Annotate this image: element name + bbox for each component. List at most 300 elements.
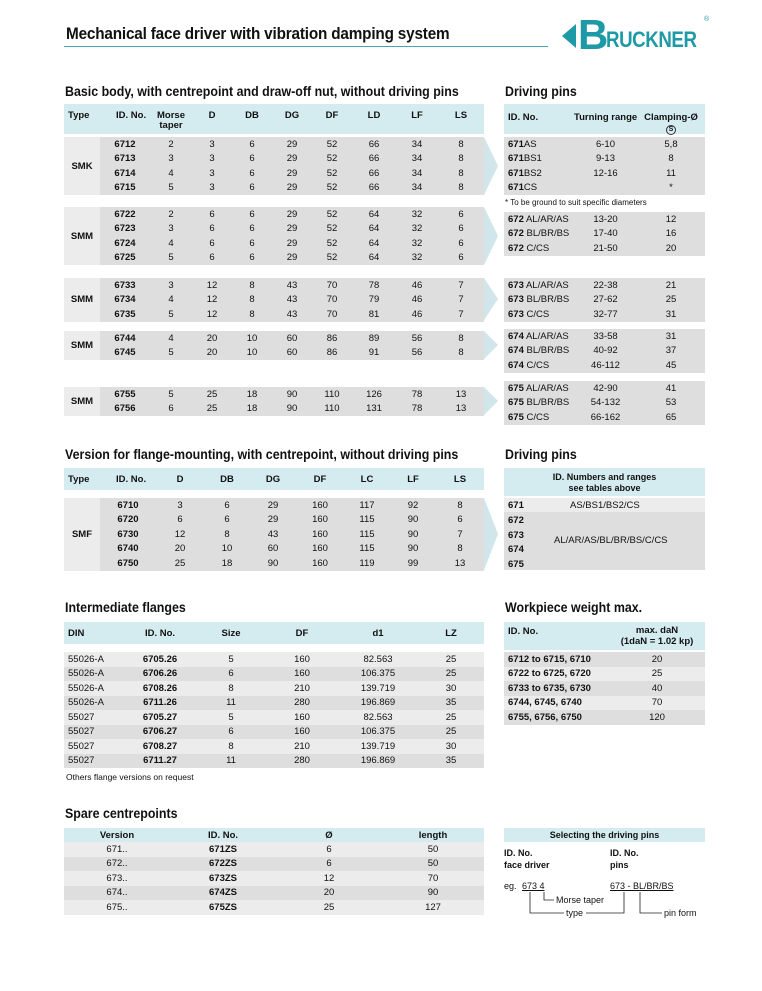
- table-cell: 6: [228, 726, 234, 738]
- table-cell: 6: [458, 252, 464, 264]
- table-cell: 6711.27: [143, 755, 177, 767]
- pin-id: 673: [508, 529, 524, 541]
- intermediate-flanges-heading: Intermediate flanges: [65, 600, 186, 615]
- table-row: [100, 387, 484, 402]
- pin-id-cell: [504, 410, 574, 425]
- clamping-dia: 16: [665, 228, 677, 240]
- col1-label: ID. No.: [504, 848, 533, 858]
- workpiece-weight-table: [504, 622, 705, 725]
- type-label: SMM: [70, 294, 94, 306]
- table-cell: 56: [411, 332, 423, 344]
- group-table: [100, 331, 484, 360]
- table-cell: 6711.26: [143, 697, 177, 709]
- driving-pins-heading: Driving pins: [505, 84, 577, 99]
- table-cell: 52: [326, 153, 338, 165]
- col-header: [637, 104, 705, 135]
- col-header: Version: [99, 829, 135, 841]
- table-cell: 126: [366, 388, 382, 400]
- table-cell: 35: [445, 697, 457, 709]
- col1-sublabel: face driver: [504, 860, 550, 870]
- table-row: [504, 381, 705, 396]
- clamping-dia: 25: [665, 294, 677, 306]
- table-cell: 6725: [114, 252, 136, 264]
- pin-id: 671: [508, 167, 524, 179]
- page-title: Mechanical face driver with vibration damping system: [66, 24, 450, 43]
- clamping-dia: 11: [666, 167, 676, 179]
- table-row: [100, 402, 484, 417]
- table-cell: 10: [221, 543, 233, 555]
- selecting-pins-diagram: [504, 846, 705, 926]
- table-cell: 50: [427, 858, 439, 870]
- table-cell: 160: [312, 543, 328, 555]
- table-cell: 115: [359, 543, 375, 555]
- table-row: [504, 137, 705, 152]
- table-cell: 6: [249, 167, 255, 179]
- pin-id: 672: [508, 213, 524, 225]
- table-cell: 56: [411, 347, 423, 359]
- flange-heading: Version for flange-mounting, with centrepoint, without driving pins: [65, 447, 459, 462]
- col-header: DF: [325, 110, 339, 121]
- table-row: [64, 886, 484, 901]
- table-row: [100, 498, 484, 513]
- table-row: [504, 166, 705, 181]
- table-cell: 20: [206, 347, 218, 359]
- table-cell: 12: [174, 528, 186, 540]
- table-cell: 6: [457, 514, 463, 526]
- table-cell: 12: [206, 308, 218, 320]
- pin-variant: BS2: [523, 167, 542, 179]
- clamping-dia: 37: [665, 345, 677, 357]
- pin-variant: C/CS: [523, 359, 550, 371]
- type-label: type: [566, 908, 584, 918]
- table-row: [64, 842, 484, 857]
- table-cell: 6: [209, 237, 215, 249]
- col2-label: ID. No.: [610, 848, 639, 858]
- turning-range: 13-20: [593, 213, 618, 225]
- table-cell: 11: [226, 697, 236, 709]
- table-cell: 52: [326, 167, 338, 179]
- intermediate-flanges-table: [64, 622, 484, 768]
- table-cell: 55027: [68, 755, 95, 767]
- clamping-label: Clamping-Ø: [644, 112, 698, 123]
- table-cell: 6: [209, 208, 215, 220]
- col-header: LF: [407, 473, 419, 485]
- table-cell: 280: [294, 755, 310, 767]
- table-cell: 6: [168, 403, 174, 415]
- table-cell: 82.563: [363, 711, 393, 723]
- table-cell: 196.869: [360, 755, 396, 767]
- table-cell: 6: [177, 514, 183, 526]
- table-cell: 196.869: [360, 697, 396, 709]
- table-cell: 86: [326, 347, 338, 359]
- table-cell: 12: [323, 872, 335, 884]
- table-cell: 70: [326, 279, 338, 291]
- pin-variant: C/CS: [523, 308, 550, 320]
- table-row: [100, 251, 484, 266]
- table-cell: 4: [168, 167, 174, 179]
- table-cell: 6720: [117, 514, 139, 526]
- table-cell: 90: [267, 557, 279, 569]
- table-cell: 6: [249, 208, 255, 220]
- logo-text: RUCKNER: [606, 27, 697, 52]
- pin-range-all: AL/AR/AS/BL/BR/BS/C/CS: [554, 535, 668, 546]
- table-row: [100, 556, 484, 571]
- pin-id-cell: [504, 152, 574, 167]
- table-cell: 6: [224, 499, 230, 511]
- table-row: [64, 667, 484, 682]
- table-cell: 12: [206, 279, 218, 291]
- table-cell: 673..: [106, 872, 128, 884]
- type-cell: [64, 207, 100, 265]
- clamping-dia: 21: [665, 279, 677, 291]
- table-cell: 8: [249, 308, 255, 320]
- table-cell: 13: [455, 388, 467, 400]
- table-cell: 6744: [114, 332, 136, 344]
- pin-id-cell: [504, 241, 574, 256]
- pin-variant: BL/BR/BS: [523, 228, 570, 240]
- pin-variant: BL/BR/BS: [523, 397, 570, 409]
- basic-body-header-row: [64, 104, 484, 134]
- table-cell: 70: [427, 872, 439, 884]
- table-row: [504, 652, 705, 667]
- col-header: Turning range: [574, 112, 637, 123]
- table-row: [504, 696, 705, 711]
- col-header: DF: [313, 473, 327, 485]
- table-cell: 160: [294, 711, 310, 723]
- pin-id: 674: [508, 330, 524, 342]
- flange-note: Others flange versions on request: [66, 772, 194, 782]
- max-weight: 20: [651, 653, 663, 665]
- pin-variant: C/CS: [523, 242, 550, 254]
- table-cell: 6708.26: [142, 682, 178, 694]
- pin-id: 672: [508, 242, 524, 254]
- id-range: 6722 to 6725, 6720: [508, 668, 591, 680]
- table-row: [504, 358, 705, 373]
- dan-conversion: (1daN = 1.02 kp): [620, 636, 694, 647]
- morse-taper-label: Morse taper: [556, 895, 605, 905]
- table-cell: 3: [177, 499, 183, 511]
- turning-range: 33-58: [593, 330, 618, 342]
- table-cell: 131: [366, 403, 382, 415]
- table-row: [504, 241, 705, 256]
- table-cell: 60: [267, 543, 279, 555]
- col-header: LF: [411, 110, 423, 121]
- table-cell: 4: [168, 294, 174, 306]
- id-range: 6733 to 6735, 6730: [508, 682, 591, 694]
- table-cell: 6: [228, 668, 234, 680]
- table-cell: 3: [209, 138, 215, 150]
- pin-variant: BL/BR/BS: [523, 294, 570, 306]
- table-cell: 6713: [114, 153, 136, 165]
- table-cell: 5: [168, 252, 174, 264]
- table-cell: 110: [324, 403, 340, 415]
- table-cell: 25: [206, 403, 218, 415]
- table-row: [100, 207, 484, 222]
- spare-centrepoints-table: [64, 828, 484, 915]
- row-arrow-icon: [484, 387, 498, 415]
- table-row: [100, 152, 484, 167]
- table-cell: 6: [249, 237, 255, 249]
- pin-id-cell: [504, 212, 574, 227]
- table-cell: 30: [445, 740, 457, 752]
- pin-id-cell: [504, 166, 574, 181]
- table-cell: 3: [209, 167, 215, 179]
- table-cell: 11: [226, 755, 236, 767]
- max-weight: 120: [649, 711, 665, 723]
- table-cell: 12: [206, 294, 218, 306]
- table-row: [504, 329, 705, 344]
- table-cell: 52: [326, 138, 338, 150]
- turning-range: [574, 181, 637, 196]
- pin-id: 674: [508, 345, 524, 357]
- driving-pins-2-header: [504, 468, 705, 496]
- table-cell: 55026-A: [68, 668, 104, 680]
- table-cell: 66: [368, 167, 380, 179]
- table-cell: 3: [168, 279, 174, 291]
- table-cell: 99: [407, 557, 419, 569]
- table-cell: 13: [455, 403, 467, 415]
- table-row: [100, 331, 484, 346]
- table-row: [64, 681, 484, 696]
- clamping-dia: *: [669, 182, 673, 194]
- col-header: Type: [68, 473, 90, 485]
- table-cell: 29: [286, 237, 298, 249]
- turning-range: 66-162: [590, 411, 621, 423]
- pin-id: 671: [508, 182, 524, 194]
- type-cell: [64, 331, 100, 360]
- pin-id-cell: [504, 344, 574, 359]
- pin-id: 671: [508, 138, 524, 150]
- col-header: Morse taper: [157, 110, 185, 131]
- max-dan-label: max. daN: [635, 625, 679, 636]
- table-cell: 8: [458, 153, 464, 165]
- table-cell: 7: [458, 279, 464, 291]
- table-cell: 5: [228, 711, 234, 723]
- table-cell: 6756: [114, 403, 136, 415]
- table-row: [100, 346, 484, 361]
- table-cell: 10: [246, 332, 258, 344]
- table-row: [504, 227, 705, 242]
- table-row: [504, 667, 705, 682]
- table-cell: 6733: [114, 279, 136, 291]
- row-arrow-icon: [484, 207, 498, 265]
- table-cell: 29: [286, 252, 298, 264]
- flange-rows: [100, 498, 484, 571]
- col-header: ID. No.: [144, 627, 176, 639]
- pins-group-table: [504, 381, 705, 425]
- pin-id-list: [508, 514, 524, 572]
- table-row: [504, 293, 705, 308]
- table-cell: 90: [407, 543, 419, 555]
- table-cell: 6706.27: [142, 726, 178, 738]
- table-row: [64, 857, 484, 872]
- s-circle-icon: S: [666, 125, 676, 135]
- table-cell: 127: [425, 901, 441, 913]
- group-table: [100, 387, 484, 416]
- table-cell: 34: [411, 138, 423, 150]
- table-row: [64, 871, 484, 886]
- table-row: [100, 278, 484, 293]
- col-header: Ø: [325, 829, 333, 841]
- table-row: [504, 278, 705, 293]
- table-row: [504, 681, 705, 696]
- table-cell: 6: [326, 843, 332, 855]
- group-table: [100, 137, 484, 195]
- table-cell: 82.563: [363, 653, 393, 665]
- table-cell: 20: [206, 332, 218, 344]
- table-row: [504, 181, 705, 196]
- selecting-pins-heading: Selecting the driving pins: [504, 828, 705, 842]
- type-label: SMK: [71, 160, 93, 172]
- type-cell: [64, 387, 100, 416]
- col-header: LZ: [445, 627, 457, 639]
- table-row: [100, 181, 484, 196]
- table-cell: 674..: [106, 887, 128, 899]
- col-header: ID. No.: [116, 110, 147, 121]
- table-cell: 91: [368, 347, 380, 359]
- table-cell: 6706.26: [142, 668, 178, 680]
- pin-id: 671: [508, 153, 524, 165]
- pins-group-table: [504, 329, 705, 373]
- table-row: [64, 900, 484, 915]
- table-cell: 6723: [114, 223, 136, 235]
- turning-range: 9-13: [595, 153, 615, 165]
- table-cell: 117: [359, 499, 375, 511]
- row-arrow-icon: [484, 137, 498, 195]
- table-cell: 78: [368, 279, 380, 291]
- turning-range: 17-40: [593, 228, 618, 240]
- table-cell: 43: [286, 294, 298, 306]
- pin-variant: AL/AR/AS: [523, 213, 569, 225]
- table-cell: 6: [249, 223, 255, 235]
- table-cell: 86: [326, 332, 338, 344]
- table-row: [504, 410, 705, 425]
- table-cell: 32: [411, 252, 423, 264]
- table-cell: 6730: [117, 528, 139, 540]
- table-cell: 672ZS: [209, 858, 237, 870]
- table-cell: 5: [168, 347, 174, 359]
- table-cell: 29: [286, 223, 298, 235]
- table-row: [100, 293, 484, 308]
- table-cell: 90: [286, 388, 298, 400]
- clamping-dia: 5,8: [664, 138, 678, 150]
- col-header: LC: [360, 473, 374, 485]
- pin-variant: C/CS: [523, 411, 550, 423]
- table-cell: 7: [457, 528, 463, 540]
- driving-pins-2-heading: Driving pins: [505, 447, 577, 462]
- table-cell: 35: [445, 755, 457, 767]
- spare-centrepoints-heading: Spare centrepoints: [65, 806, 178, 821]
- table-cell: 8: [458, 347, 464, 359]
- table-cell: 66: [368, 138, 380, 150]
- table-cell: 79: [368, 294, 380, 306]
- table-cell: 674ZS: [209, 887, 237, 899]
- table-cell: 160: [312, 499, 328, 511]
- pin-id-cell: [504, 381, 574, 396]
- turning-range: 22-38: [593, 279, 618, 291]
- table-cell: 25: [445, 653, 457, 665]
- pin-id: 673: [508, 279, 524, 291]
- table-cell: 25: [323, 901, 335, 913]
- table-cell: 3: [209, 153, 215, 165]
- table-cell: 89: [368, 332, 380, 344]
- pin-id-cell: [504, 137, 574, 152]
- id-range: 6712 to 6715, 6710: [508, 653, 591, 665]
- table-cell: 29: [286, 167, 298, 179]
- table-cell: 6: [209, 223, 215, 235]
- table-cell: 119: [359, 557, 375, 569]
- pin-id: 674: [508, 544, 524, 555]
- table-row: [64, 739, 484, 754]
- col-header: DF: [295, 627, 309, 639]
- table-cell: 6705.26: [142, 653, 178, 665]
- table-cell: 18: [246, 388, 258, 400]
- table-cell: 6740: [117, 543, 139, 555]
- table-cell: 25: [174, 557, 186, 569]
- table-cell: 46: [411, 279, 423, 291]
- table-cell: 160: [312, 514, 328, 526]
- table-cell: 6745: [114, 347, 136, 359]
- table-cell: 8: [228, 740, 234, 752]
- table-cell: 43: [286, 279, 298, 291]
- pin-id: 673: [508, 294, 524, 306]
- table-row: [64, 696, 484, 711]
- table-cell: 29: [286, 182, 298, 194]
- logo-registered: ®: [704, 16, 710, 23]
- table-cell: 43: [267, 528, 279, 540]
- type-cell: [64, 137, 100, 195]
- col-header: length: [418, 829, 448, 841]
- clamping-dia: 65: [665, 411, 677, 423]
- turning-range: 12-16: [593, 167, 618, 179]
- table-cell: 32: [411, 208, 423, 220]
- table-cell: 6722: [114, 208, 136, 220]
- pin-range: AS/BS1/BS2/CS: [570, 500, 640, 511]
- table-cell: 18: [221, 557, 233, 569]
- table-row: [100, 166, 484, 181]
- table-cell: 55026-A: [68, 682, 104, 694]
- pin-id: 673: [508, 308, 524, 320]
- table-cell: 90: [427, 887, 439, 899]
- pin-id: 675: [508, 397, 524, 409]
- pin-id: 675: [508, 382, 524, 394]
- table-cell: 34: [411, 153, 423, 165]
- table-cell: 64: [368, 208, 380, 220]
- table-cell: 6: [249, 252, 255, 264]
- col2-sublabel: pins: [610, 860, 629, 870]
- turning-range: 46-112: [591, 359, 620, 371]
- col-header: DG: [284, 110, 300, 121]
- turning-range: 54-132: [590, 397, 621, 409]
- pin-id-cell: [504, 278, 574, 293]
- header-row: [64, 828, 484, 842]
- table-cell: 29: [267, 499, 279, 511]
- table-cell: 18: [246, 403, 258, 415]
- pin-id-cell: [504, 181, 574, 196]
- table-cell: 32: [411, 237, 423, 249]
- table-cell: 50: [427, 843, 439, 855]
- table-cell: 2: [168, 208, 174, 220]
- pin-variant: AS: [523, 138, 537, 150]
- clamping-dia: 31: [665, 308, 677, 320]
- table-cell: 66: [368, 153, 380, 165]
- table-cell: 3: [209, 182, 215, 194]
- col-header: [609, 622, 705, 650]
- col-header: ID. No.: [508, 112, 539, 123]
- table-cell: 6: [249, 153, 255, 165]
- table-cell: 13: [454, 557, 466, 569]
- turning-range: 32-77: [593, 308, 618, 320]
